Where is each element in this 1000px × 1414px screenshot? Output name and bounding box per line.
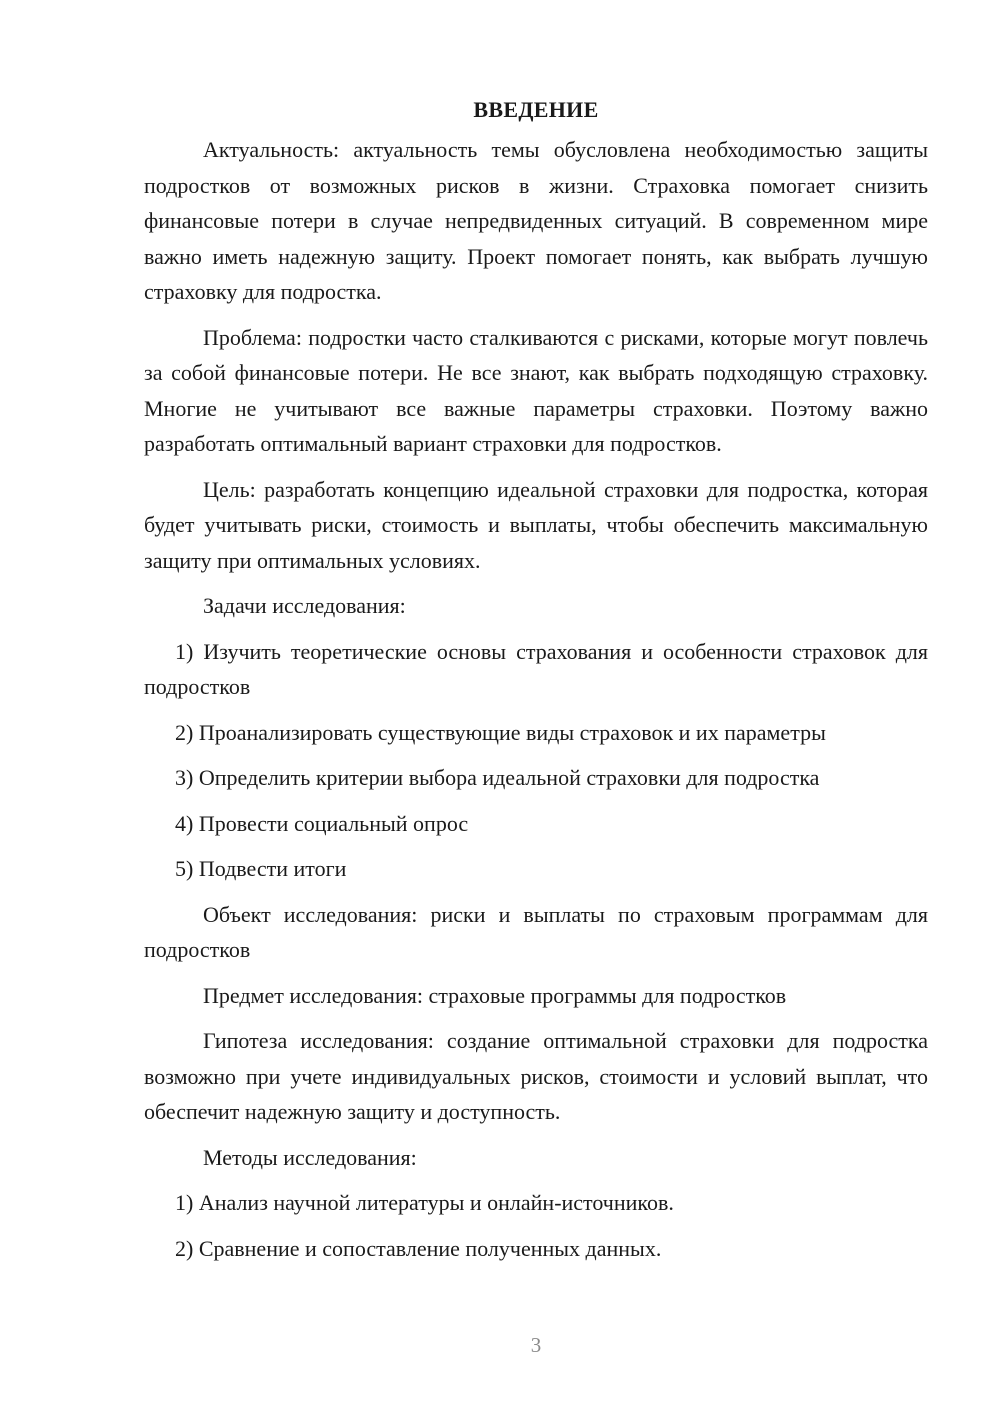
document-page (144, 92, 928, 1276)
methods-heading: Методы исследования: (203, 1144, 417, 1170)
task-item-2: 2) Проанализировать существующие виды страховок и их параметры (175, 719, 826, 745)
tasks-heading: Задачи исследования: (203, 593, 406, 618)
object-paragraph: Объект исследования: риски и выплаты по страховым программам для подростков (144, 901, 928, 962)
relevance-paragraph: Актуальность: актуальность темы обусловлена необходимостью защиты подростков от возможных рисков в жизни. Страховка помогает снизить финансовые потери в случае непредвиденных ситуаций. В современном мире важно иметь надежную защиту. Проект помогает понять, как выбрать лучшую страховку для подростка. (144, 137, 928, 304)
task-item-1: 1) Изучить теоретические основы страхования и особенности страховок для подростков (144, 638, 928, 699)
page-number: 3 (530, 1333, 542, 1357)
method-item-1: 1) Анализ научной литературы и онлайн-источников. (175, 1190, 674, 1215)
subject-paragraph: Предмет исследования: страховые программы для подростков (203, 982, 787, 1008)
hypothesis-paragraph: Гипотеза исследования: создание оптимальной страховки для подростка возможно при учете индивидуальных рисков, стоимости и условий выплат, что обеспечит надежную защиту и доступность. (144, 1028, 928, 1124)
task-item-4: 4) Провести социальный опрос (175, 810, 469, 836)
goal-paragraph: Цель: разработать концепцию идеальной страховки для подростка, которая будет учитывать риски, стоимость и выплаты, чтобы обеспечить максимальную защиту при оптимальных условиях. (144, 476, 928, 573)
section-title: ВВЕДЕНИЕ (473, 97, 599, 122)
task-item-5: 5) Подвести итоги (175, 856, 347, 881)
task-item-3: 3) Определить критерии выбора идеальной страховки для подростка (175, 765, 820, 790)
method-item-2: 2) Сравнение и сопоставление полученных данных. (175, 1235, 662, 1261)
problem-paragraph: Проблема: подростки часто сталкиваются с рисками, которые могут повлечь за собой финансовые потери. Не все знают, как выбрать подходящую страховку. Многие не учитывают все важные параметры страховки. Поэтому важно разработать оптимальный вариант страховки для подростков. (144, 324, 928, 456)
